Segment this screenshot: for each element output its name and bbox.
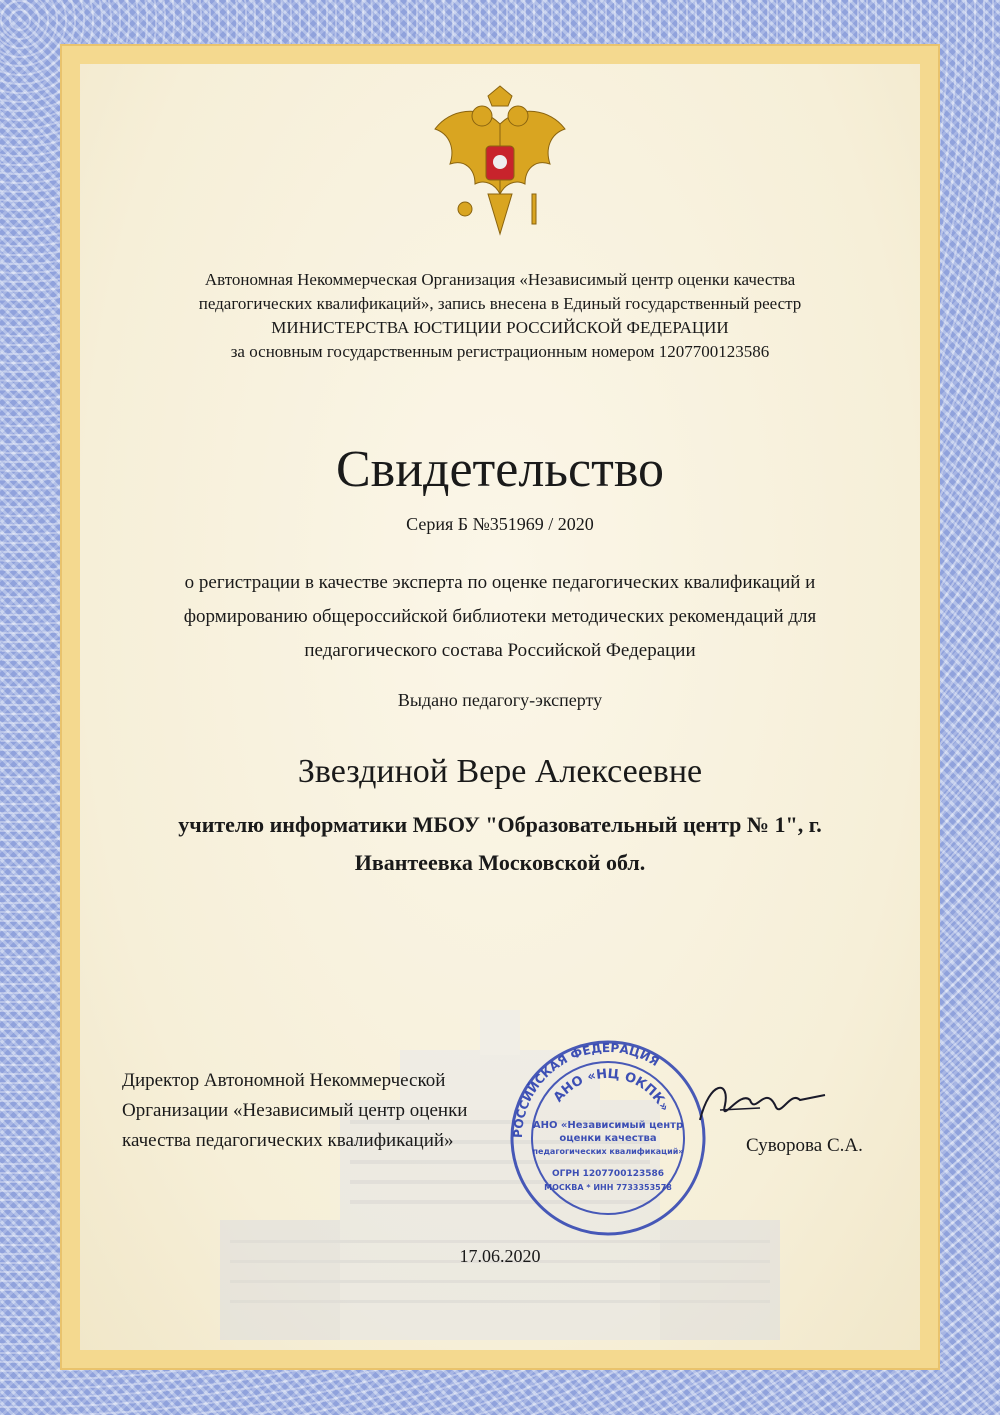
stamp-top-text: АНО «НЦ ОКПК» <box>550 1066 672 1115</box>
signer-name: Суворова С.А. <box>746 1135 863 1156</box>
issue-date: 17.06.2020 <box>459 1246 541 1266</box>
desc-line-3: педагогического состава Российской Федерации <box>304 640 696 661</box>
coat-of-arms-emblem <box>420 84 580 244</box>
desc-line-2: формированию общероссийской библиотеки методических рекомендаций для <box>183 606 817 627</box>
stamp-center-line-3: педагогических квалификаций» <box>532 1147 684 1156</box>
stamp-outer-text: РОССИЙСКАЯ ФЕДЕРАЦИЯ <box>510 1040 662 1139</box>
certificate-title: Свидетельство <box>335 441 665 498</box>
director-title <box>122 1066 542 1156</box>
stamp-center-line-2: оценки качества <box>559 1133 657 1144</box>
recipient-position <box>130 806 870 882</box>
director-line-3: качества педагогических квалификаций» <box>122 1130 454 1151</box>
director-line-1: Директор Автономной Некоммерческой <box>122 1070 446 1091</box>
position-line-1: учителю информатики МБОУ "Образовательный центр № 1", г. <box>178 812 822 837</box>
svg-text:АНО «НЦ ОКПК» <box>551 1067 672 1115</box>
org-line-1: Автономная Некоммерческая Организация «Независимый центр оценки качества <box>204 270 796 289</box>
stamp-center-line-1: АНО «Независимый центр <box>532 1120 684 1131</box>
desc-line-1: о регистрации в качестве эксперта по оценке педагогических квалификаций и <box>184 572 816 593</box>
issued-label: Выдано педагогу-эксперту <box>397 690 603 710</box>
government-building-watermark <box>100 990 900 1340</box>
certificate-series: Серия Б №351969 / 2020 <box>406 514 594 534</box>
certificate-description <box>140 566 860 668</box>
org-line-2: педагогических квалификаций», запись внесена в Единый государственный реестр <box>198 294 802 313</box>
org-line-4: за основным государственным регистрационным номером 1207700123586 <box>230 342 770 361</box>
organization-header <box>120 268 880 364</box>
stamp-bottom-text: МОСКВА * ИНН 7733353578 <box>544 1183 672 1192</box>
position-line-2: Ивантеевка Московской обл. <box>354 850 646 875</box>
org-line-3: МИНИСТЕРСТВА ЮСТИЦИИ РОССИЙСКОЙ ФЕДЕРАЦИИ <box>271 318 729 337</box>
director-line-2: Организации «Независимый центр оценки <box>122 1100 468 1121</box>
official-stamp <box>508 1038 708 1238</box>
stamp-ogrn: ОГРН 1207700123586 <box>551 1169 665 1179</box>
recipient-name: Звездиной Вере Алексеевне <box>297 753 703 790</box>
signature <box>690 1070 830 1140</box>
